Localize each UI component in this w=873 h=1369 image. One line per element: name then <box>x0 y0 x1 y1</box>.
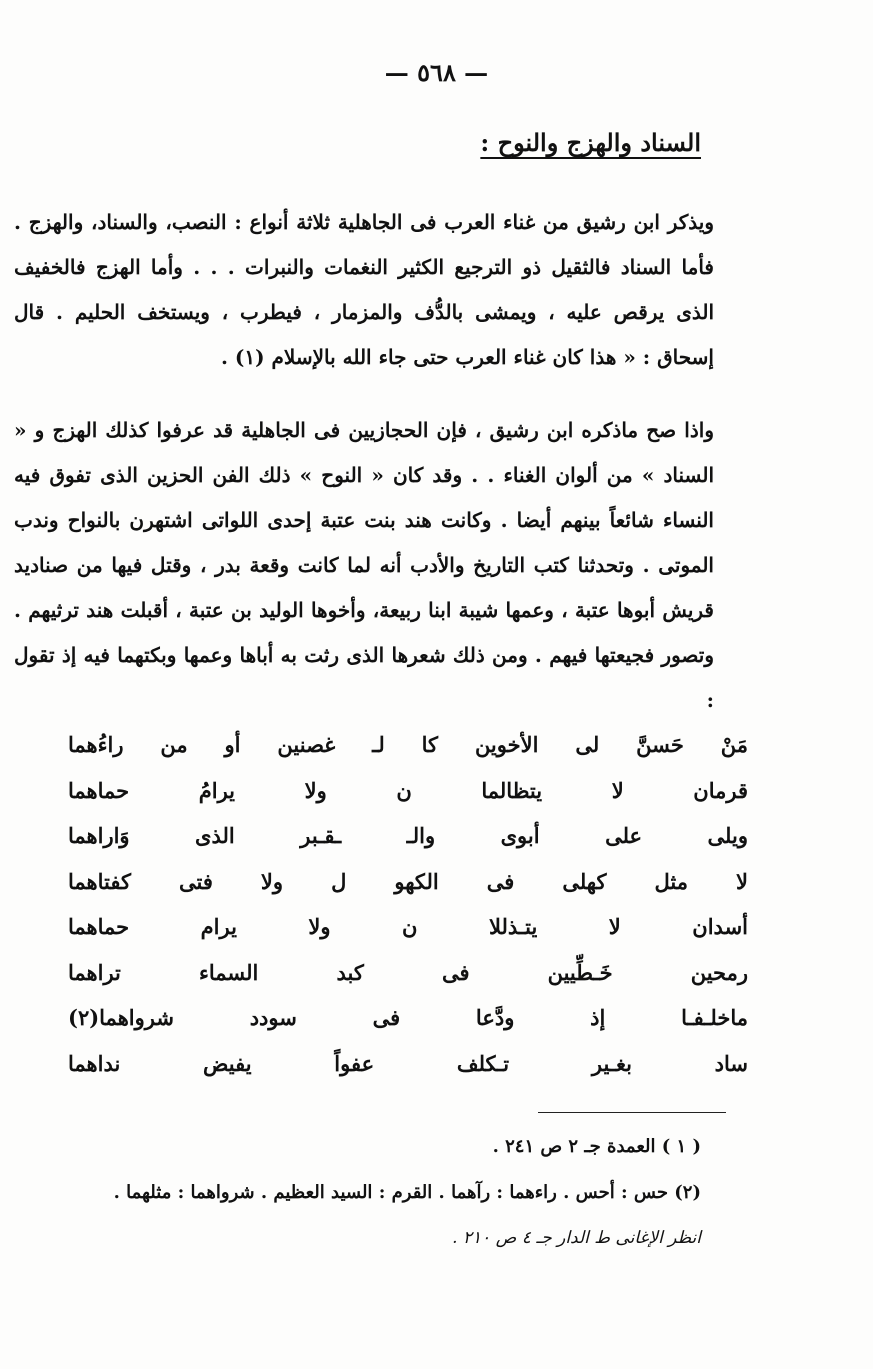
handwritten-note: انظر الإغانى ط الدار جـ ٤ ص ٢١٠ . <box>452 1228 701 1248</box>
poem-line: ساد بغـير تـكلف عفواً يفيض نداهما <box>68 1050 748 1076</box>
footnote-divider <box>538 1112 726 1113</box>
poem-block <box>68 722 748 1086</box>
poem-line: أسدان لا يتـذللا ن ولا يرام حماهما <box>68 914 748 939</box>
paragraph-hind-bint-utba: واذا صح ماذكره ابن رشيق ، فإن الحجازيين فى الجاهلية قد عرفوا كذلك الهزج و « السناد » من ألوان الغناء . . وقد كان « النوح » ذلك الفن الحزين الذى تفوق فيه النساء شائعاً بينهم أيضا . وكانت هند بنت عتبة إحدى اللواتى اشتهرن بالنواح وندب الموتى . وتحدثنا كتب التاريخ والأدب أنه لما كانت وقعة بدر ، وقتل فيها من صناديد قريش أبوها عتبة ، وعمها شيبة ابنا ربيعة، وأخوها الوليد بن عتبة ، أقبلت هند ترثيهم . وتصور فجيعتها فيهم . ومن ذلك شعرها الذى رثت به أباها وعمها وبكتهما فيه إذ تقول : <box>14 418 714 712</box>
footnote-2: (٢) حس : أحس . راءهما : رآهما . القرم : السيد العظيم . شرواهما : مثلهما . <box>113 1182 701 1203</box>
section-heading: السناد والهزج والنوح : <box>480 128 701 157</box>
page-number: — ٥٦٨ — <box>384 58 489 87</box>
poem-line: مَنْ حَسنَّ لى الأخوين كا لـ غصنين أو من راءُهما <box>68 732 748 757</box>
poem-line: ويلى على أبوى والـ ـقـبر الذى وَاراهما <box>68 823 748 848</box>
paragraph-ibn-rashiq: ويذكر ابن رشيق من غناء العرب فى الجاهلية ثلاثة أنواع : النصب، والسناد، والهزج . فأما السناد فالثقيل ذو الترجيع الكثير النغمات والنبرات . . . وأما الهزج فالخفيف الذى يرقص عليه ، ويمشى بالدُّف والمزمار ، فيطرب ، ويستخف الحليم . قال إسحاق : « هذا كان غناء العرب حتى جاء الله بالإسلام (١) . <box>14 210 714 369</box>
footnote-1: ( ١ ) العمدة جـ ٢ ص ٢٤١ . <box>492 1136 701 1157</box>
poem-line: لا مثل كهلى فى الكهو ل ولا فتى كفتاهما <box>68 868 748 894</box>
poem-line: رمحين خَـطِّيين فى كبد السماء تراهما <box>68 959 748 985</box>
poem-line: قرمان لا يتظالما ن ولا يرامُ حماهما <box>68 777 748 803</box>
poem-line: ماخلـفـا إذ ودَّعا فى سودد شرواهما(٢) <box>68 1005 748 1030</box>
